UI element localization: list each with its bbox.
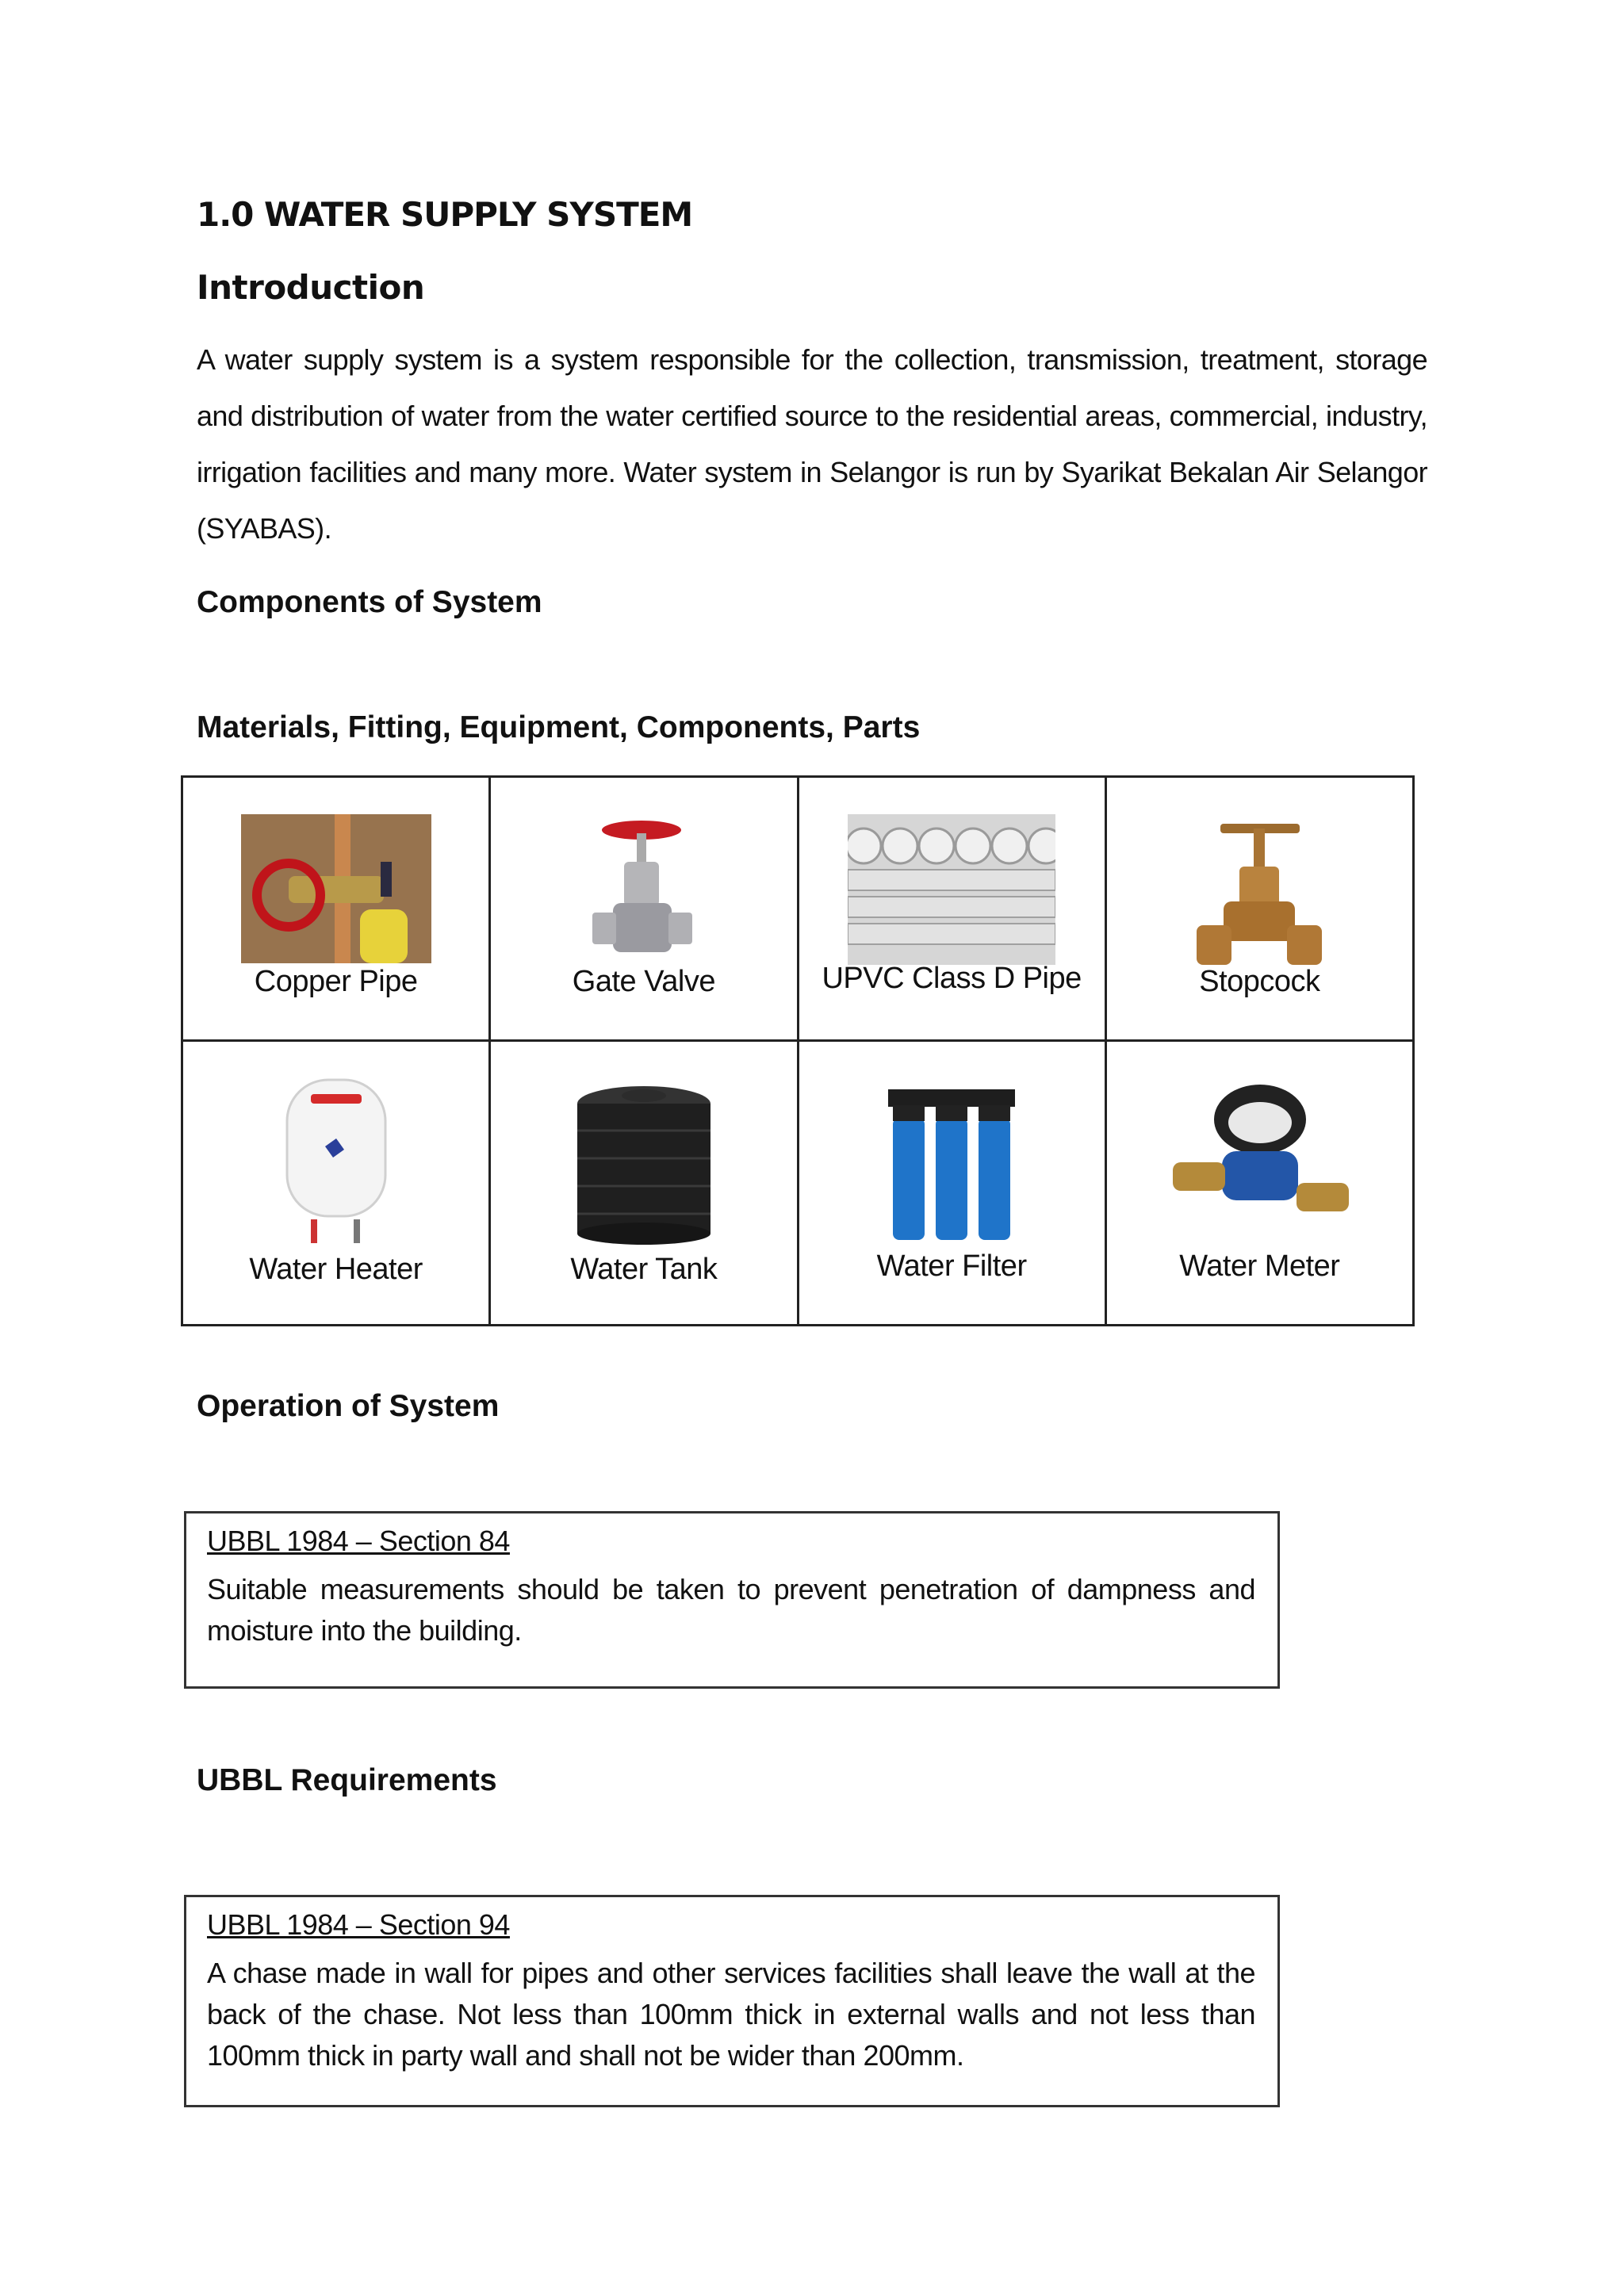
- intro-heading: Introduction: [197, 268, 425, 307]
- water-meter-image: [1165, 1080, 1354, 1248]
- table-cell: [182, 777, 490, 1041]
- table-cell: [1105, 1041, 1413, 1326]
- table-cell: [1105, 777, 1413, 1041]
- operation-heading: Operation of System: [197, 1389, 500, 1423]
- stopcock-image: [1192, 814, 1327, 970]
- table-cell: [182, 1041, 490, 1326]
- components-table: [181, 775, 1415, 1326]
- requirements-heading: UBBL Requirements: [197, 1763, 497, 1797]
- gate-valve-image: [584, 814, 703, 965]
- page-title: 1.0 WATER SUPPLY SYSTEM: [197, 195, 693, 234]
- water-tank-image: [570, 1083, 718, 1245]
- section-text: Suitable measurements should be taken to prevent penetration of dampness and moisture into the building.: [207, 1573, 1255, 1647]
- table-cell: [798, 777, 1105, 1041]
- item-label: Stopcock: [1199, 965, 1320, 998]
- item-label: Water Filter: [876, 1249, 1027, 1283]
- materials-heading: Materials, Fitting, Equipment, Components, Parts: [197, 710, 921, 744]
- section-title: UBBL 1984 – Section 84: [207, 1525, 510, 1557]
- intro-paragraph: A water supply system is a system responsible for the collection, transmission, treatment, storage and distribution of water from the water certified source to the residential areas, commercial, industry, irrigation facilities and many more. Water system in Selangor is run by Syarikat Bekalan Air Selangor (SYABAS).: [197, 343, 1427, 545]
- copper-pipe-image: [241, 814, 431, 963]
- water-heater-image: [278, 1075, 395, 1248]
- table-cell: [490, 777, 798, 1041]
- item-label: UPVC Class D Pipe: [822, 962, 1082, 995]
- upvc-pipe-image: [848, 814, 1055, 965]
- table-cell: [490, 1041, 798, 1326]
- item-label: Gate Valve: [572, 965, 715, 998]
- ubbl-section-84-box: [184, 1511, 1280, 1689]
- components-heading: Components of System: [197, 585, 542, 619]
- section-text: A chase made in wall for pipes and other services facilities shall leave the wall at the back of the chase. Not less than 100mm thick in external walls and not less than 100mm thick in party wall and shall not be wider than 200mm.: [207, 1957, 1255, 2072]
- item-label: Water Heater: [249, 1253, 423, 1286]
- water-filter-image: [882, 1086, 1021, 1245]
- table-cell: [798, 1041, 1105, 1326]
- section-title: UBBL 1984 – Section 94: [207, 1908, 510, 1941]
- item-label: Water Meter: [1179, 1249, 1340, 1283]
- item-label: Copper Pipe: [254, 965, 418, 998]
- item-label: Water Tank: [570, 1253, 718, 1286]
- ubbl-section-94-box: [184, 1895, 1280, 2107]
